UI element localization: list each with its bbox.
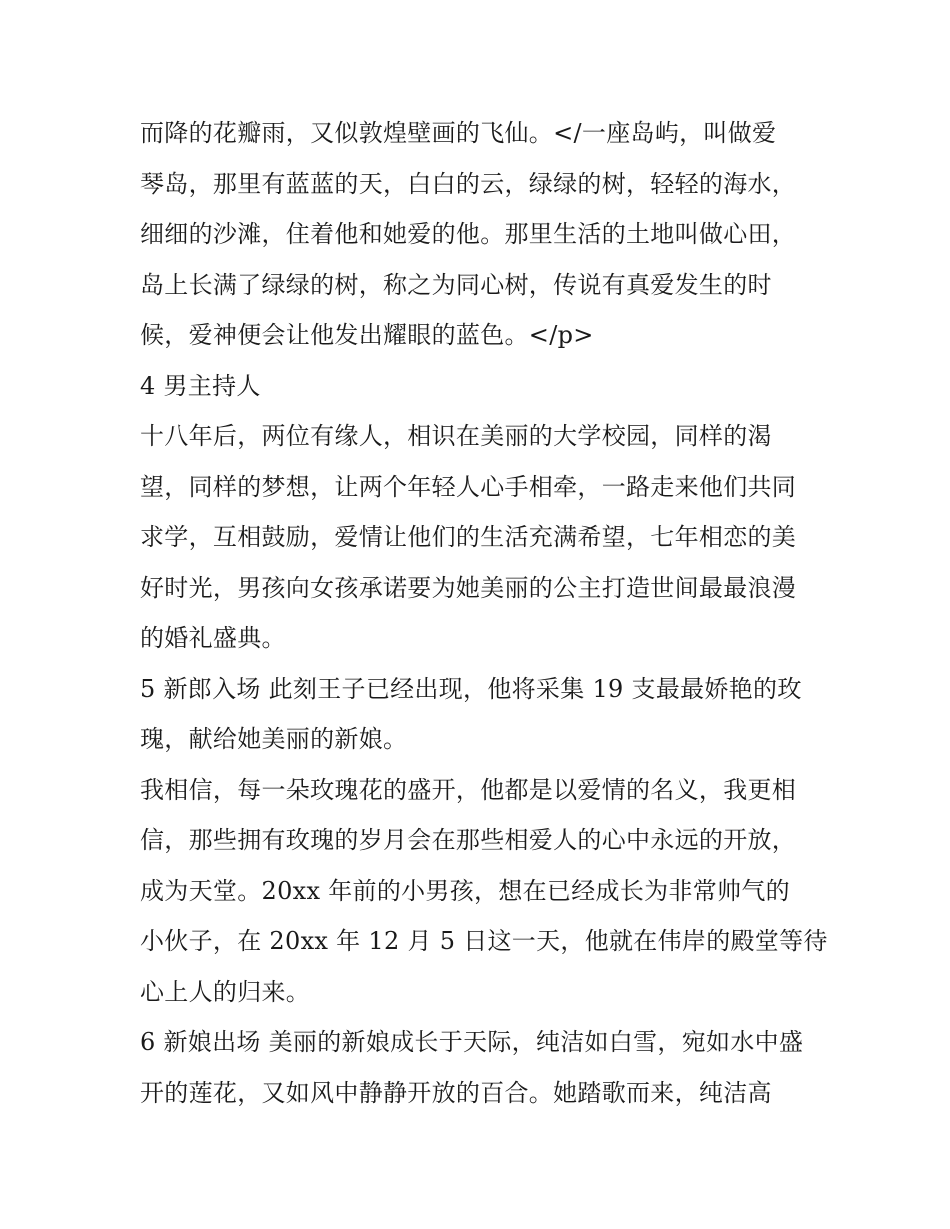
text-line: 心上人的归来。: [140, 977, 311, 1006]
text-line: 岛上长满了绿绿的树，称之为同心树，传说有真爱发生的时: [140, 270, 772, 299]
text-line: 成为天堂。20xx 年前的小男孩，想在已经成长为非常帅气的: [140, 876, 790, 905]
text-line: 的婚礼盛典。: [140, 624, 286, 652]
text-line: 开的莲花，又如风中静静开放的百合。她踏歌而来，纯洁高: [140, 1078, 772, 1107]
text-line: 而降的花瓣雨，又似敦煌壁画的飞仙。</一座岛屿，叫做爱: [140, 119, 777, 147]
section-heading: 4 男主持人: [140, 371, 261, 400]
text-line: 6 新娘出场 美丽的新娘成长于天际，纯洁如白雪，宛如水中盛: [140, 1028, 804, 1056]
text-line: 琴岛，那里有蓝蓝的天，白白的云，绿绿的树，轻轻的海水，: [140, 169, 797, 198]
text-line: 细细的沙滩，住着他和她爱的他。那里生活的土地叫做心田，: [140, 220, 797, 248]
text-line: 望，同样的梦想，让两个年轻人心手相牵，一路走来他们共同: [140, 472, 797, 501]
text-line: 候，爱神便会让他发出耀眼的蓝色。</p>: [140, 321, 594, 349]
text-line: 我相信，每一朵玫瑰花的盛开，他都是以爱情的名义，我更相: [140, 775, 797, 804]
text-line: 好时光，男孩向女孩承诺要为她美丽的公主打造世间最最浪漫: [140, 573, 797, 602]
text-line: 信，那些拥有玫瑰的岁月会在那些相爱人的心中永远的开放，: [140, 826, 797, 854]
text-line: 5 新郎入场 此刻王子已经出现，他将采集 19 支最最娇艳的玫: [140, 674, 802, 703]
document-page: [140, 108, 828, 1118]
text-line: 十八年后，两位有缘人，相识在美丽的大学校园，同样的渴: [140, 422, 772, 450]
text-line: 求学，互相鼓励，爱情让他们的生活充满希望，七年相恋的美: [140, 523, 797, 551]
text-line: 小伙子，在 20xx 年 12 月 5 日这一天，他就在伟岸的殿堂等待: [140, 927, 828, 955]
text-line: 瑰，献给她美丽的新娘。: [140, 725, 408, 753]
